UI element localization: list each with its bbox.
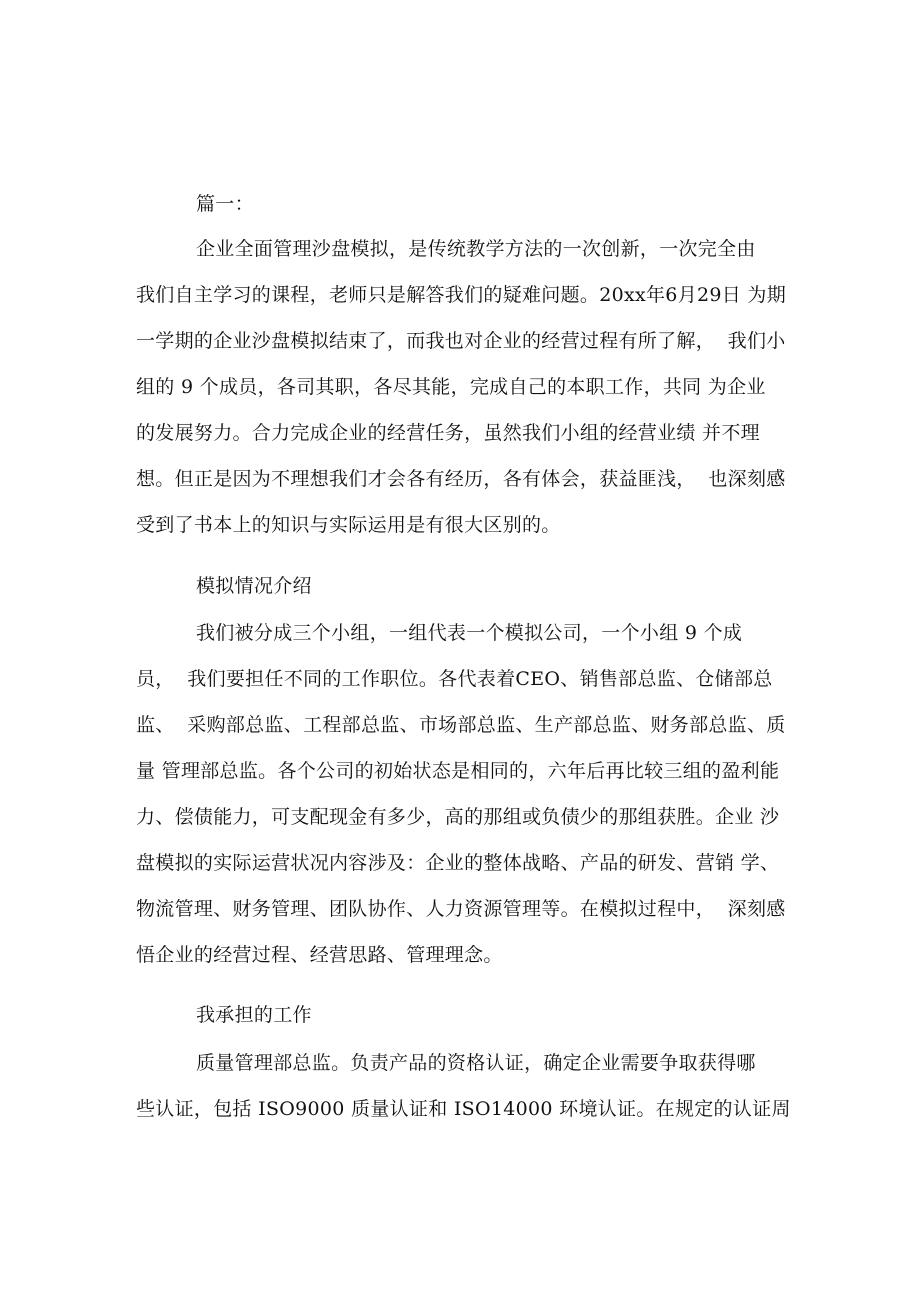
paragraph-line: 盘模拟的实际运营状况内容涉及：企业的整体战略、产品的研发、营销 学、 [136, 852, 780, 874]
paragraph-line: 企业全面管理沙盘模拟，是传统教学方法的一次创新，一次完全由 [196, 238, 756, 260]
paragraph-line: 员， 我们要担任不同的工作职位。各代表着CEO、销售部总监、仓储部总 [136, 668, 773, 690]
section-heading: 模拟情况介绍 [196, 575, 312, 597]
paragraph-line: 一学期的企业沙盘模拟结束了，而我也对企业的经营过程有所了解， 我们小 [136, 330, 786, 352]
section-heading: 我承担的工作 [196, 1004, 312, 1026]
paragraph-line: 些认证，包括 ISO9000 质量认证和 ISO14000 环境认证。在规定的认证周 [136, 1098, 791, 1120]
paragraph-line: 监、 采购部总监、工程部总监、市场部总监、生产部总监、财务部总监、质 [136, 714, 786, 736]
paragraph-line: 量 管理部总监。各个公司的初始状态是相同的，六年后再比较三组的盈利能 [136, 760, 780, 782]
paragraph-line: 我们被分成三个小组，一组代表一个模拟公司，一个小组 9 个成 [196, 622, 743, 644]
section-heading: 篇一： [196, 193, 254, 215]
paragraph-line: 力、偿债能力，可支配现金有多少，高的那组或负债少的那组获胜。企业 沙 [136, 806, 780, 828]
paragraph-line: 的发展努力。合力完成企业的经营任务，虽然我们小组的经营业绩 并不理 [136, 422, 760, 444]
paragraph-line: 物流管理、财务管理、团队协作、人力资源管理等。在模拟过程中， 深刻感 [136, 898, 786, 920]
paragraph-line: 悟企业的经营过程、经营思路、管理理念。 [136, 944, 503, 966]
paragraph-line: 想。但正是因为不理想我们才会各有经历，各有体会，获益匪浅， 也深刻感 [136, 468, 786, 490]
paragraph-line: 受到了书本上的知识与实际运用是有很大区别的。 [136, 514, 561, 536]
paragraph-line: 组的 9 个成员，各司其职，各尽其能，完成自己的本职工作，共同 为企业 [136, 376, 766, 398]
paragraph-line: 我们自主学习的课程，老师只是解答我们的疑难问题。20xx年6月29日 为期 [136, 284, 787, 306]
paragraph-line: 质量管理部总监。负责产品的资格认证，确定企业需要争取获得哪 [196, 1052, 756, 1074]
